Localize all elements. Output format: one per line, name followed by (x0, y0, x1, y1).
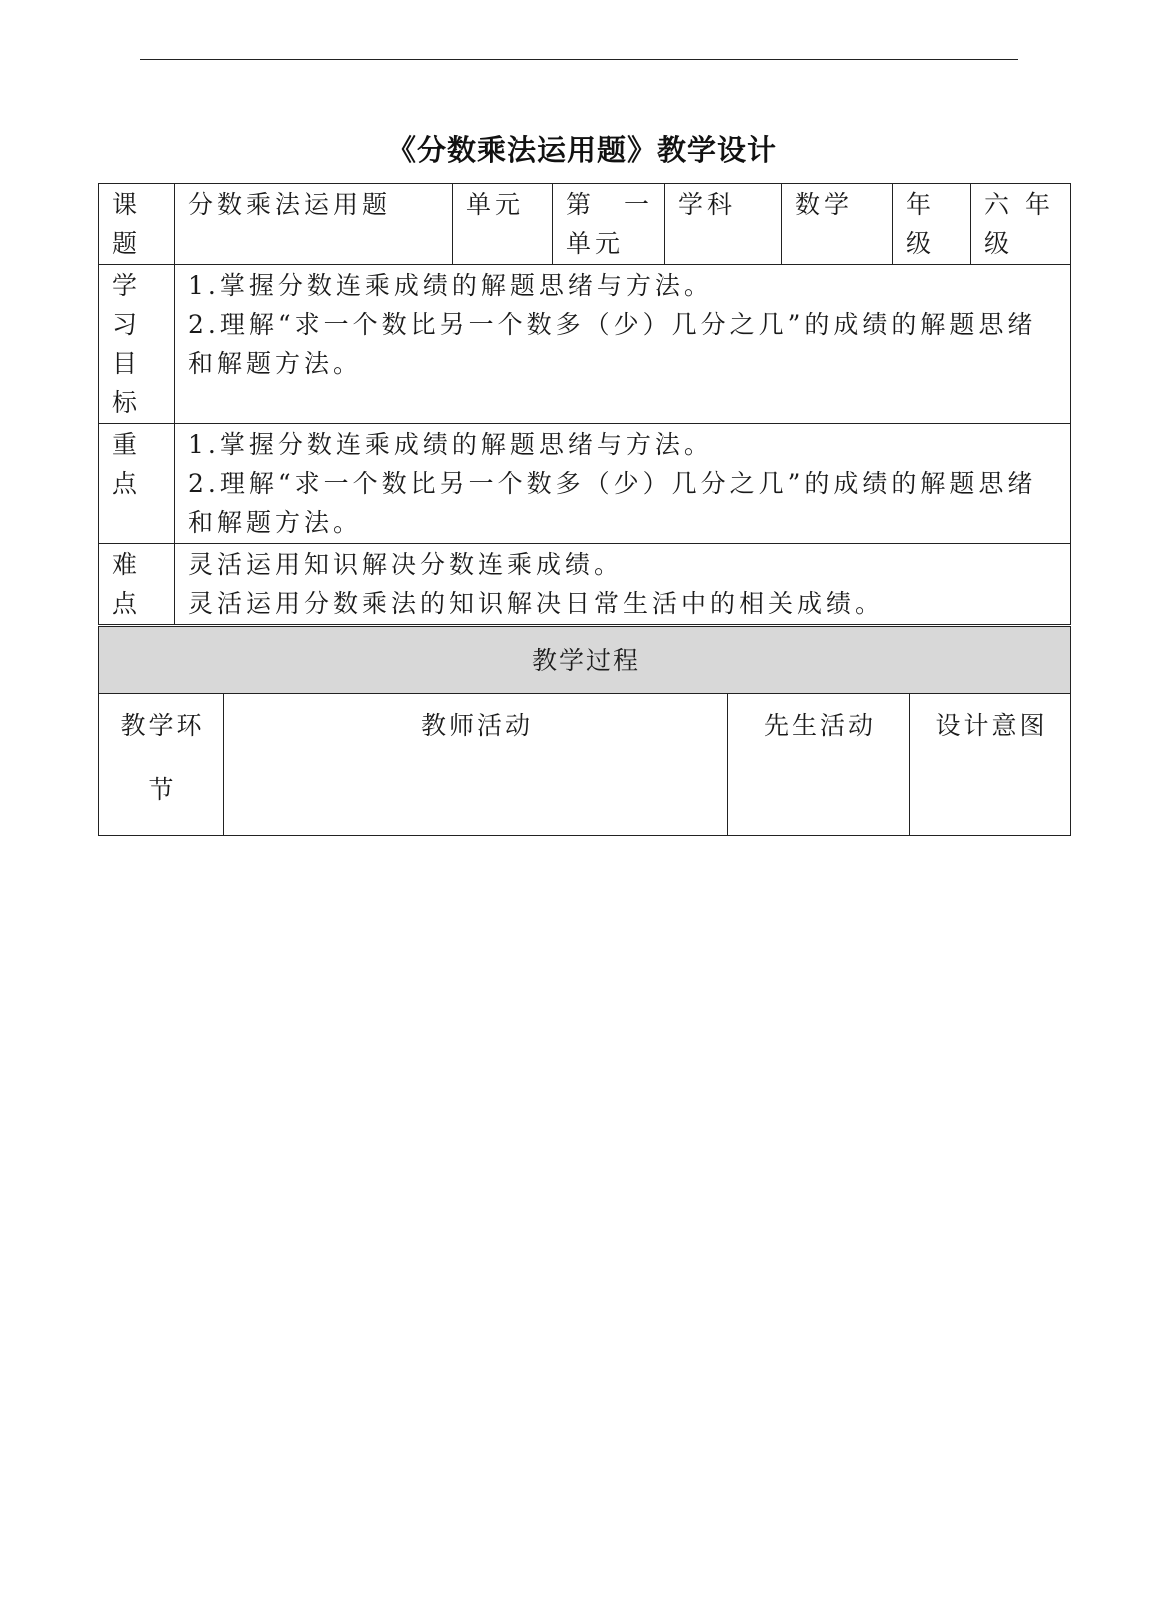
difficulties-content (175, 544, 1071, 625)
difficulty-item: 灵活运用知识解决分数连乘成绩。 (188, 550, 624, 579)
document-title: 《分数乘法运用题》教学设计 (386, 133, 777, 167)
key-points-label: 重点 (99, 424, 175, 544)
teaching-process-table (98, 626, 1071, 836)
unit-label: 单元 (453, 184, 553, 265)
difficulties-row (99, 544, 1071, 625)
unit-value-line2: 单元 (566, 229, 625, 258)
grade-value: 六 年级 (971, 184, 1071, 265)
key-points-content (175, 424, 1071, 544)
difficulty-item: 灵活运用分数乘法的知识解决日常生活中的相关成绩。 (188, 589, 885, 618)
difficulties-label: 难点 (99, 544, 175, 625)
unit-value (553, 184, 665, 265)
column-header-student-activity: 先生活动 (728, 694, 910, 836)
process-header: 教学过程 (99, 627, 1071, 694)
topic-label: 课题 (99, 184, 175, 265)
subject-value: 数学 (782, 184, 893, 265)
process-columns-row (99, 694, 1071, 836)
objectives-row (99, 265, 1071, 424)
column-header-stage: 教学环节 (99, 694, 224, 836)
objectives-label: 学习目标 (99, 265, 175, 424)
subject-label: 学科 (665, 184, 782, 265)
header-rule (140, 59, 1018, 60)
topic-row (99, 184, 1071, 265)
key-points-row (99, 424, 1071, 544)
lesson-info-table (98, 183, 1071, 625)
key-point-item: 2.理解“求一个数比另一个数多（少）几分之几”的成绩的解题思绪和解题方法。 (188, 469, 1037, 537)
objectives-content (175, 265, 1071, 424)
topic-value: 分数乘法运用题 (175, 184, 453, 265)
objective-item: 1.掌握分数连乘成绩的解题思绪与方法。 (188, 271, 713, 300)
column-header-design-intent: 设计意图 (910, 694, 1071, 836)
key-point-item: 1.掌握分数连乘成绩的解题思绪与方法。 (188, 430, 713, 459)
column-header-teacher-activity: 教师活动 (224, 694, 728, 836)
grade-label: 年级 (893, 184, 971, 265)
unit-value-line1: 第 一 (566, 190, 654, 219)
process-header-row (99, 627, 1071, 694)
objective-item: 2.理解“求一个数比另一个数多（少）几分之几”的成绩的解题思绪和解题方法。 (188, 310, 1037, 378)
